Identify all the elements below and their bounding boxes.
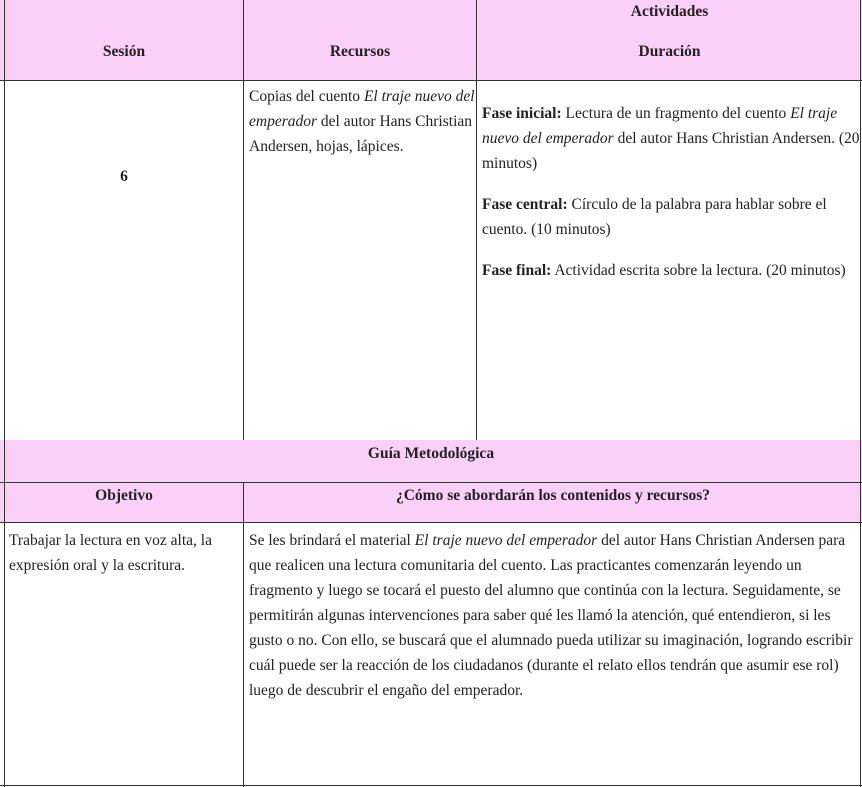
divider-h-bottom (0, 785, 862, 786)
resources-after: del autor Hans Christian Andersen, hojas, lápices. (249, 113, 473, 155)
guide-title: Guía Metodológica (367, 445, 495, 462)
phase-initial-after: del autor Hans Christian Andersen. (20 minutos) (482, 130, 860, 172)
resources-book-title: El traje nuevo del emperador (249, 88, 475, 130)
divider-v-objective-approach (243, 483, 244, 787)
header-activities: Actividades (630, 3, 709, 20)
resources-text (249, 84, 475, 159)
phase-final-label: Fase final: (482, 262, 552, 279)
divider-h-header-bottom (0, 80, 862, 81)
divider-v-right-edge (860, 0, 861, 787)
session-number: 6 (120, 168, 128, 185)
activities-text (482, 101, 860, 283)
approach-book-title: El traje nuevo del emperador (414, 532, 598, 549)
header-duration: Duración (638, 43, 701, 60)
objective-text: Trabajar la lectura en voz alta, la expresión oral y la escritura. (9, 532, 212, 574)
phase-final (482, 258, 860, 283)
phase-initial (482, 101, 860, 176)
phase-final-text: Actividad escrita sobre la lectura. (20 minutos) (551, 262, 846, 279)
divider-v-left-edge (4, 0, 5, 787)
approach-text (249, 528, 855, 703)
header-objective: Objetivo (95, 487, 153, 504)
phase-central-label: Fase central: (482, 196, 568, 213)
header-session: Sesión (102, 43, 146, 60)
header-resources: Recursos (329, 43, 391, 60)
divider-h-guide-title-bottom (0, 482, 862, 483)
divider-h-guide-header-bottom (0, 522, 862, 523)
phase-initial-before: Lectura de un fragmento del cuento (561, 105, 791, 122)
approach-after: del autor Hans Christian Andersen para que realicen una lectura comunitaria del cuento. Las practicantes comenzarán leyendo un fragmento y luego se tocará el puesto del alumno que continúa con la lectura. Seguidamente, se permitirán algunas intervenciones para saber qué les llamó la atención, qué entendieron, si les gusto o no. Con ello, se buscará que el alumnado pueda utilizar su imaginación, logrando escribir cuál puede ser la reacción de los ciudadanos (durante el relato ellos tendrán que asumir ese rol) luego de descubrir el engaño del emperador. (249, 532, 853, 699)
phase-central-text: Círculo de la palabra para hablar sobre el cuento. (10 minutos) (482, 196, 827, 238)
divider-v-session-resources (243, 0, 244, 440)
header-approach: ¿Cómo se abordarán los contenidos y recursos? (395, 487, 711, 504)
divider-v-resources-activities (476, 0, 477, 440)
approach-before: Se les brindará el material (249, 532, 415, 549)
phase-central (482, 192, 860, 242)
phase-initial-book-title: El traje nuevo del emperador (482, 105, 838, 147)
resources-before: Copias del cuento (249, 88, 364, 105)
phase-initial-label: Fase inicial: (482, 105, 562, 122)
